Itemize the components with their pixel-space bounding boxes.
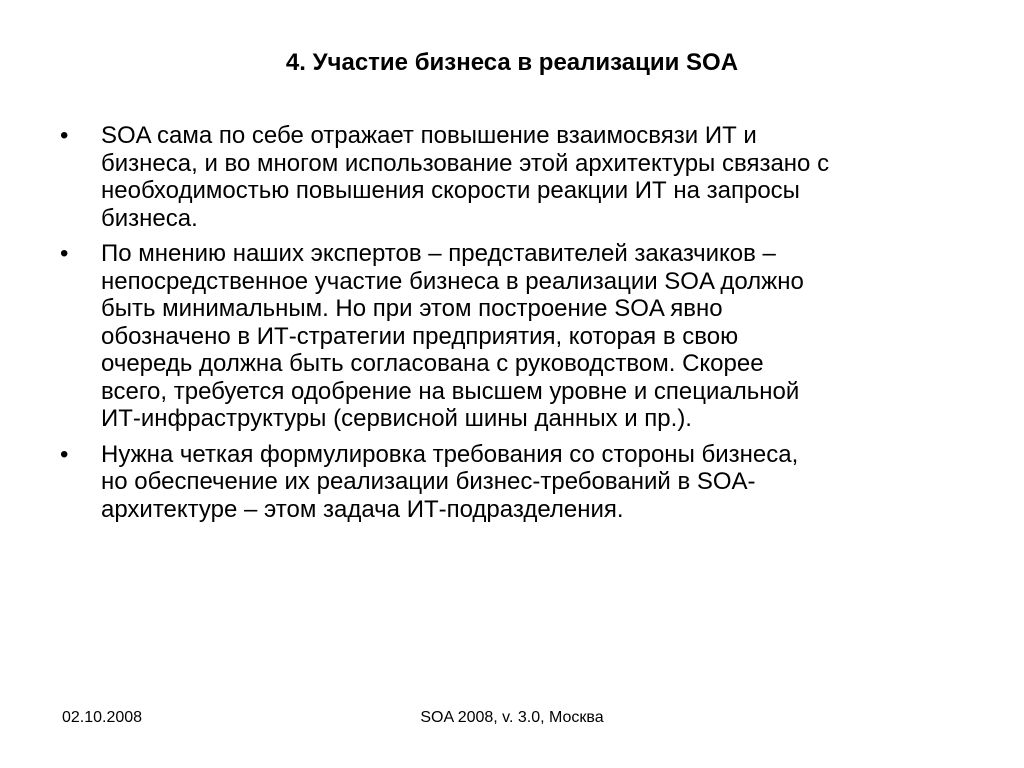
- bullet-text: [101, 122, 960, 232]
- text-line: всего, требуется одобрение на высшем уровне и специальной: [101, 377, 800, 405]
- text-line: очередь должна быть согласована с руководством. Скорее: [101, 350, 764, 377]
- text-line: непосредственное участие бизнеса в реализации SOA должно: [101, 267, 804, 295]
- text-line: SOA сама по себе отражает повышение взаимосвязи ИТ и: [101, 122, 757, 149]
- bullet-text: [101, 441, 960, 524]
- footer-date: 02.10.2008: [62, 709, 143, 726]
- text-line: ИТ-инфраструктуры (сервисной шины данных и пр.).: [101, 405, 692, 432]
- bullet-text: [101, 240, 960, 433]
- bullet-item: [60, 240, 960, 433]
- bullet-item: [60, 441, 960, 524]
- bullet-item: [60, 122, 960, 232]
- text-line: необходимостью повышения скорости реакции ИТ на запросы: [101, 177, 800, 204]
- text-line: быть минимальным. Но при этом построение SOA явно: [101, 295, 723, 322]
- text-line: обозначено в ИТ-стратегии предприятия, которая в свою: [101, 322, 739, 350]
- slide-title: 4. Участие бизнеса в реализации SOA: [285, 49, 739, 76]
- bullet-list: [60, 122, 960, 531]
- text-line: Нужна четкая формулировка требования со стороны бизнеса,: [101, 440, 799, 468]
- bullet-marker: •: [60, 440, 69, 468]
- text-line: бизнеса, и во многом использование этой архитектуры связано с: [101, 149, 830, 177]
- text-line: но обеспечение их реализации бизнес-требований в SOA-: [101, 468, 756, 495]
- text-line: бизнеса.: [101, 204, 198, 232]
- footer-caption: SOA 2008, v. 3.0, Москва: [420, 709, 604, 726]
- text-line: По мнению наших экспертов – представителей заказчиков –: [101, 240, 776, 267]
- text-line: архитектуре – этом задача ИТ-подразделения.: [101, 495, 624, 523]
- bullet-marker: •: [60, 240, 69, 267]
- bullet-marker: •: [60, 122, 69, 149]
